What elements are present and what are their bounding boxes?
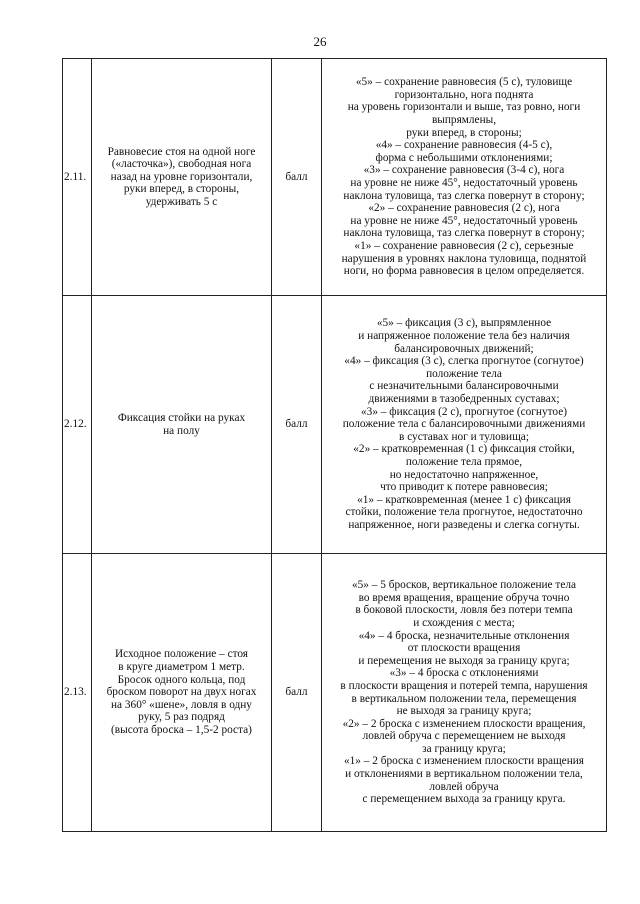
text-line: нарушения в уровнях наклона туловища, поднятой <box>341 252 587 265</box>
text-line: Исходное положение – стоя <box>114 648 249 661</box>
page-number: 26 <box>313 34 327 49</box>
text-line: «1» – сохранение равновесия (2 с), серьезные <box>354 239 574 252</box>
text-line: (высота броска – 1,5-2 роста) <box>111 723 252 736</box>
text-line: выпрямлены, <box>431 114 497 127</box>
unit-cell: балл <box>272 296 322 554</box>
row-number: 2.12. <box>63 296 92 554</box>
text-line: на 360° «шене», ловля в одну <box>111 698 252 711</box>
text-line: и отклонениями в вертикальном положении тела, <box>345 768 583 781</box>
text-line: в суставах ног и туловища; <box>399 430 529 443</box>
text-line: «3» – 4 броска с отклонениями <box>389 667 539 680</box>
text-line: что приводит к потере равновесия; <box>380 481 548 494</box>
unit-cell: балл <box>272 59 322 296</box>
text-line: за границу круга; <box>422 742 506 755</box>
text-line: назад на уровне горизонтали, <box>110 170 253 183</box>
text-line: с перемещением выхода за границу круга. <box>362 793 566 806</box>
text-line: «2» – кратковременная (1 с) фиксация стойки, <box>353 443 575 456</box>
text-line: «4» – фиксация (3 с), слегка прогнутое (согнутое) <box>344 355 584 368</box>
text-line: ловлей обруча с перемещением не выходя <box>362 730 566 743</box>
text-line: с незначительными балансировочными <box>369 380 559 393</box>
text-line: напряженное, ноги разведены и слегка согнуты. <box>348 518 580 531</box>
text-line: но недостаточно напряженное, <box>389 468 539 481</box>
text-line: в боковой плоскости, ловля без потери темпа <box>355 604 573 617</box>
text-line: во время вращения, вращение обруча точно <box>358 591 570 604</box>
criteria-cell <box>322 554 607 832</box>
text-line: в плоскости вращения и потерей темпа, нарушения <box>340 679 588 692</box>
text-line: наклона туловища, таз слегка повернут в сторону; <box>343 227 585 240</box>
text-line: ноги, но форма равновесия в целом определяется. <box>343 265 585 278</box>
text-line: в вертикальном положении тела, перемещения <box>351 692 577 705</box>
text-line: на уровне не ниже 45°, недостаточный уровень <box>350 177 578 189</box>
text-line: «4» – сохранение равновесия (4-5 с), <box>375 139 553 152</box>
text-line: руки вперед, в стороны; <box>406 126 522 139</box>
text-line: в круге диаметром 1 метр. <box>118 661 245 674</box>
text-line: форма с небольшими отклонениями; <box>375 151 553 164</box>
text-line: «1» – кратковременная (менее 1 с) фиксация <box>357 493 571 506</box>
text-line: «2» – 2 броска с изменением плоскости вращения, <box>342 717 586 730</box>
table-row <box>63 296 607 554</box>
text-line: на уровень горизонтали и выше, таз ровно, ноги <box>347 101 581 114</box>
text-line: Бросок одного кольца, под <box>117 673 246 686</box>
table-row <box>63 59 607 296</box>
exercise-description <box>92 59 272 296</box>
text-line: «3» – сохранение равновесия (3-4 с), нога <box>363 164 565 177</box>
row-number: 2.11. <box>63 59 92 296</box>
criteria-table <box>62 58 607 832</box>
text-line: и перемещения не выходя за границу круга; <box>358 654 570 667</box>
text-line: движениями в тазобедренных суставах; <box>368 393 560 406</box>
text-line: Фиксация стойки на руках <box>117 411 246 424</box>
table-row <box>63 554 607 832</box>
unit-cell: балл <box>272 554 322 832</box>
text-line: «4» – 4 броска, незначительные отклонения <box>358 629 570 642</box>
text-line: балансировочных движений; <box>394 342 534 355</box>
text-line: броском поворот на двух ногах <box>106 686 257 699</box>
text-line: положение тела с балансировочными движениями <box>342 418 586 431</box>
row-number: 2.13. <box>63 554 92 832</box>
text-line: руки вперед, в стороны, <box>123 183 240 196</box>
exercise-description <box>92 554 272 832</box>
text-line: «5» – сохранение равновесия (5 с), туловище <box>355 76 573 89</box>
text-line: и схождения с места; <box>413 616 515 629</box>
text-line: Равновесие стоя на одной ноге <box>107 145 256 158</box>
text-line: положение тела прямое, <box>405 455 523 468</box>
exercise-description <box>92 296 272 554</box>
text-line: руку, 5 раз подряд <box>138 711 225 724</box>
text-line: «2» – сохранение равновесия (2 с), нога <box>368 202 560 215</box>
text-line: на уровне не ниже 45°, недостаточный уровень <box>350 214 578 227</box>
text-line: от плоскости вращения <box>407 642 521 655</box>
text-line: и напряженное положение тела без наличия <box>358 330 570 343</box>
text-line: на полу <box>163 424 200 437</box>
criteria-cell <box>322 296 607 554</box>
text-line: удерживать 5 с <box>145 195 218 208</box>
text-line: стойки, положение тела прогнутое, недостаточно <box>345 506 583 519</box>
text-line: не выходя за границу круга; <box>396 705 532 718</box>
criteria-cell <box>322 59 607 296</box>
text-line: «5» – фиксация (3 с), выпрямленное <box>376 317 552 330</box>
text-line: горизонтально, нога поднята <box>394 88 534 101</box>
text-line: «1» – 2 броска с изменением плоскости вращения <box>344 755 584 768</box>
text-line: «3» – фиксация (2 с), прогнутое (согнутое) <box>361 405 567 418</box>
text-line: «5» – 5 бросков, вертикальное положение тела <box>351 579 576 592</box>
text-line: («ласточка»), свободная нога <box>111 158 252 171</box>
text-line: положение тела <box>426 367 502 380</box>
text-line: наклона туловища, таз слегка повернут в сторону; <box>343 189 585 202</box>
text-line: ловлей обруча <box>429 780 499 793</box>
